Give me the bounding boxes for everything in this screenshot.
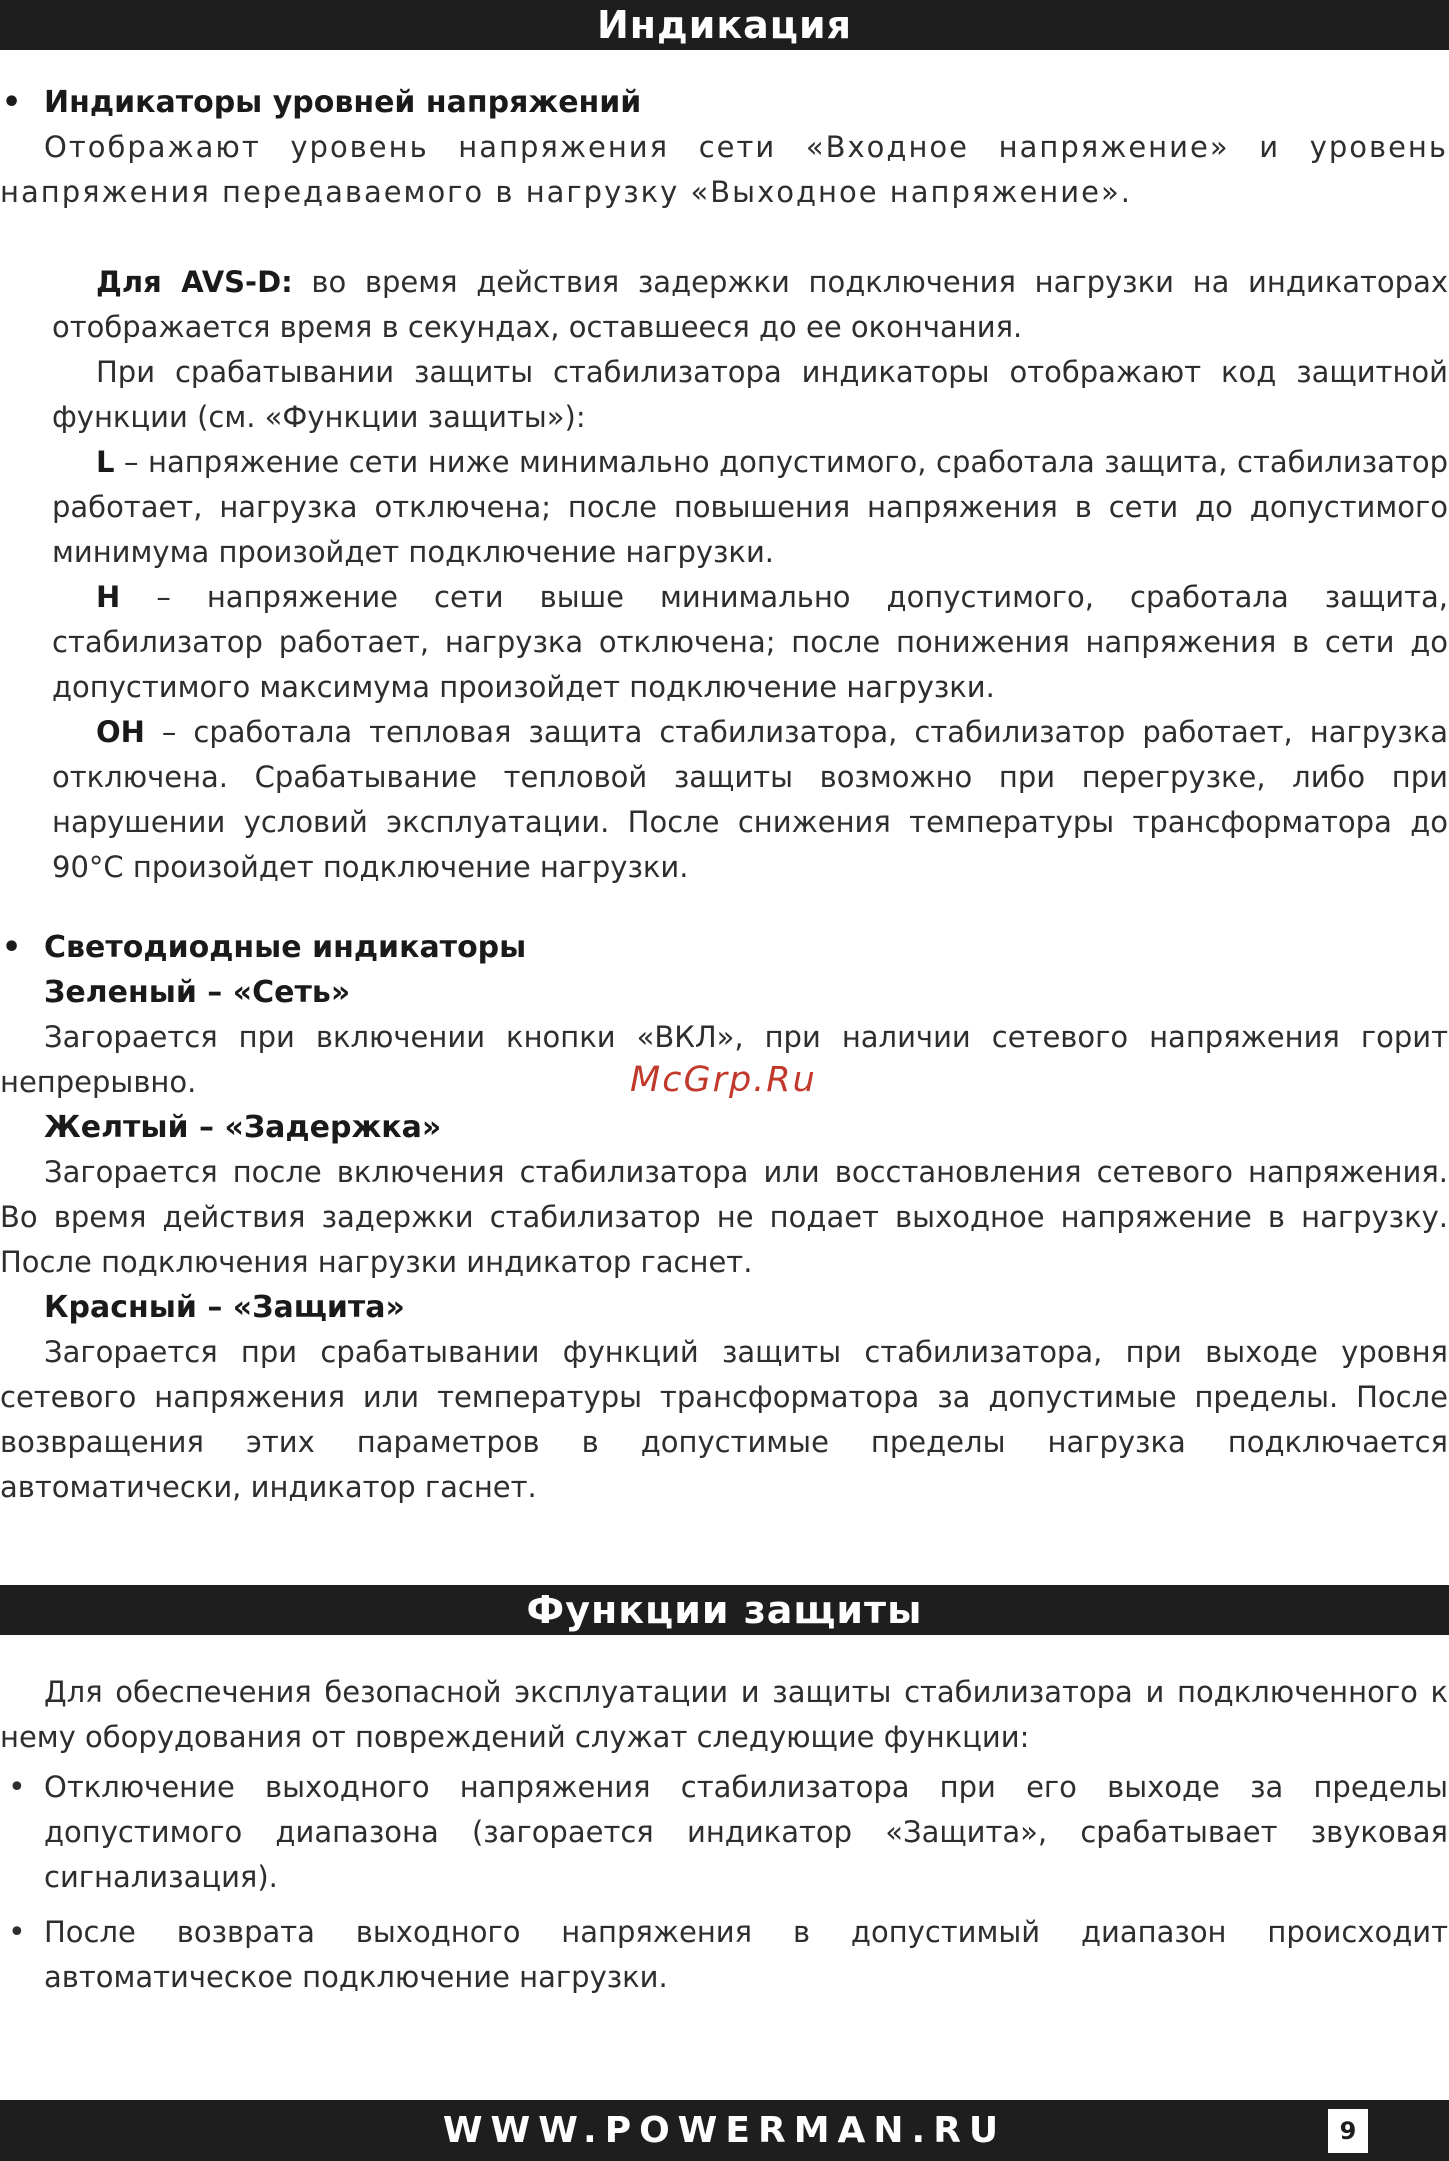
section-title-protection: Функции защиты — [526, 1588, 923, 1632]
yellow-led-paragraph — [0, 1150, 1448, 1285]
protection-intro-paragraph — [52, 350, 1448, 440]
led-indicators-heading: Светодиодные индикаторы — [44, 930, 527, 965]
code-l-paragraph — [52, 440, 1448, 575]
avs-d-text: во время действия задержки подключения нагрузки на индикаторах отображается время в секундах, оставшееся до ее окончания. — [52, 265, 1449, 344]
code-l-text: – напряжение сети ниже минимально допустимого, сработала защита, стабилизатор работает, нагрузка отключена; после повышения напряжения в сети до допустимого минимума произойдет подключение нагрузки. — [52, 445, 1448, 569]
voltage-intro-paragraph — [0, 125, 1448, 215]
code-l-label: L — [96, 445, 115, 479]
section-title-bar-protection — [0, 1585, 1449, 1635]
protection-functions-intro-paragraph — [0, 1670, 1448, 1760]
watermark: McGrp.Ru — [630, 1060, 817, 1100]
protection-item-1-text: Отключение выходного напряжения стабилизатора при его выходе за пределы допустимого диапазона (загорается индикатор «Защита», срабатывает звуковая сигнализация). — [44, 1770, 1448, 1894]
avs-d-paragraph — [52, 260, 1448, 350]
protection-item-2-text: После возврата выходного напряжения в допустимый диапазон происходит автоматическое подключение нагрузки. — [44, 1915, 1448, 1994]
section-title-bar-indication — [0, 0, 1449, 50]
section-title-indication: Индикация — [597, 3, 852, 47]
voltage-intro-text: Отображают уровень напряжения сети «Входное напряжение» и уровень напряжения передаваемого в нагрузку «Выходное напряжение». — [0, 130, 1448, 209]
protection-item-2 — [44, 1910, 1448, 2000]
bullet: • — [2, 930, 22, 965]
protection-item-1 — [44, 1765, 1448, 1900]
code-h-label: H — [96, 580, 121, 614]
red-led-text: Загорается при срабатывании функций защиты стабилизатора, при выходе уровня сетевого напряжения или температуры трансформатора за допустимые пределы. После возвращения этих параметров в допустимые пределы нагрузка подключается автоматически, индикатор гаснет. — [0, 1335, 1448, 1504]
bullet: • — [8, 1770, 26, 1805]
protection-intro-text: При срабатывании защиты стабилизатора индикаторы отображают код защитной функции (см. «Функции защиты»): — [52, 355, 1448, 434]
code-oh-paragraph — [52, 710, 1448, 890]
yellow-led-text: Загорается после включения стабилизатора или восстановления сетевого напряжения. Во время действия задержки стабилизатор не подает выходное напряжение в нагрузку. После подключения нагрузки индикатор гаснет. — [0, 1155, 1448, 1279]
code-h-paragraph — [52, 575, 1448, 710]
green-led-text: Загорается при включении кнопки «ВКЛ», при наличии сетевого напряжения горит непрерывно. — [0, 1020, 1448, 1099]
red-led-paragraph — [0, 1330, 1448, 1510]
yellow-led-title: Желтый – «Задержка» — [44, 1110, 442, 1145]
avs-d-label: Для AVS-D: — [96, 265, 293, 299]
code-oh-label: OH — [96, 715, 145, 749]
footer-bar — [0, 2100, 1449, 2161]
code-h-text: – напряжение сети выше минимально допустимого, сработала защита, стабилизатор работает, нагрузка отключена; после понижения напряжения в сети до допустимого максимума произойдет подключение нагрузки. — [52, 580, 1448, 704]
bullet: • — [2, 85, 22, 120]
bullet: • — [8, 1915, 26, 1950]
protection-functions-intro-text: Для обеспечения безопасной эксплуатации и защиты стабилизатора и подключенного к нему оборудования от повреждений служат следующие функции: — [0, 1675, 1448, 1754]
voltage-indicators-heading: Индикаторы уровней напряжений — [44, 85, 642, 120]
green-led-title: Зеленый – «Сеть» — [44, 975, 351, 1010]
page-number: 9 — [1325, 2106, 1371, 2156]
red-led-title: Красный – «Защита» — [44, 1290, 405, 1325]
code-oh-text: – сработала тепловая защита стабилизатора, стабилизатор работает, нагрузка отключена. Срабатывание тепловой защиты возможно при перегрузке, либо при нарушении условий эксплуатации. После снижения температуры трансформатора до 90°C произойдет подключение нагрузки. — [52, 715, 1448, 884]
footer-website: WWW.POWERMAN.RU — [442, 2110, 1007, 2151]
